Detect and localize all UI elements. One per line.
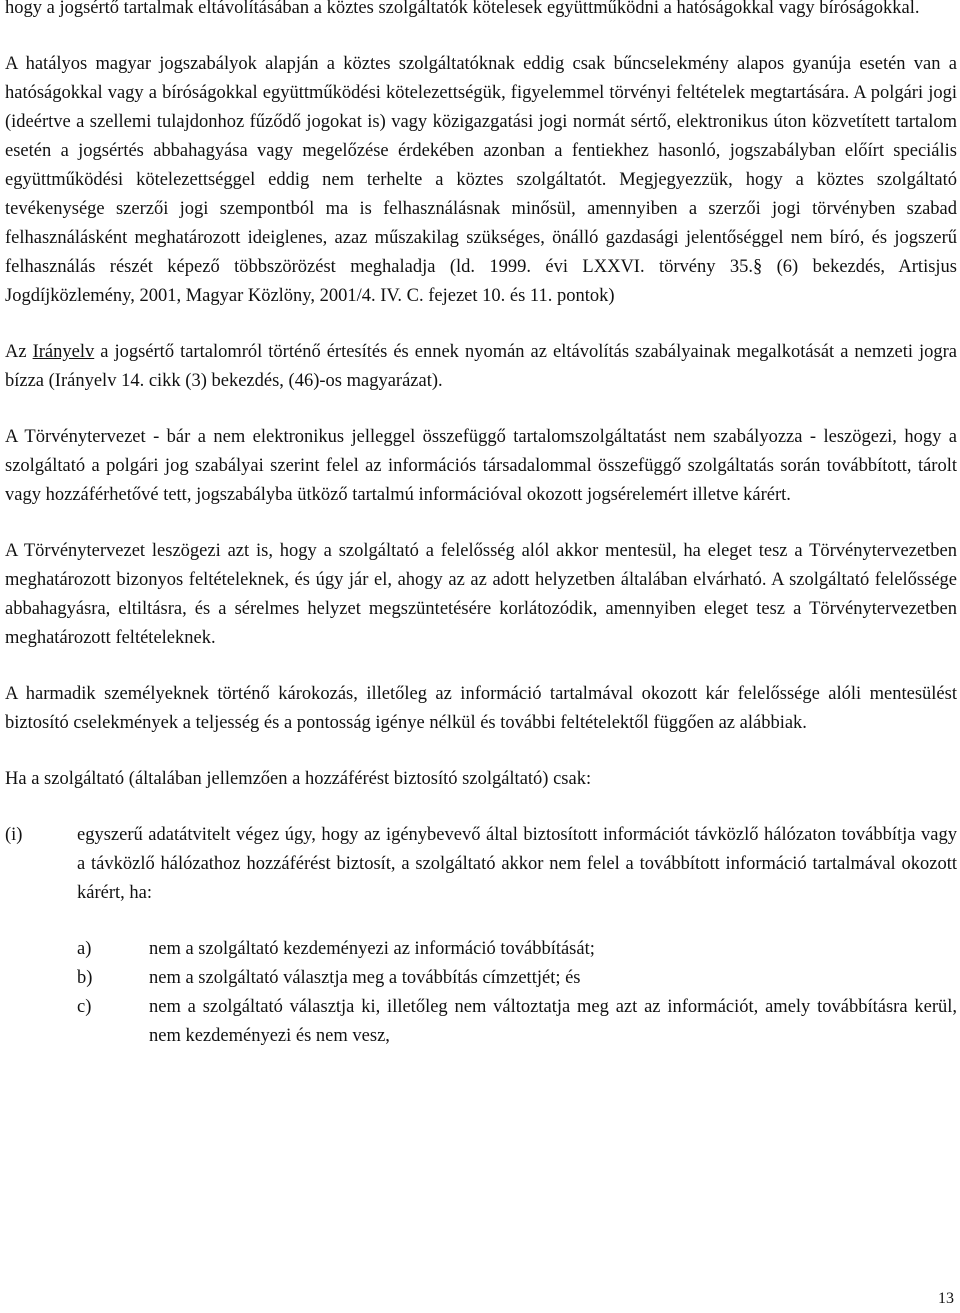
document-page xyxy=(5,0,957,1051)
page-number: 13 xyxy=(938,1290,954,1307)
paragraph-continuation: hogy a jogsértő tartalmak eltávolításában a köztes szolgáltatók kötelesek együttműködni a hatóságokkal vagy bíróságokkal. xyxy=(5,0,920,18)
paragraph-provider-conditions: Ha a szolgáltató (általában jellemzően a hozzáférést biztosító szolgáltató) csak: xyxy=(5,769,592,789)
paragraph-hungarian-law: A hatályos magyar jogszabályok alapján a köztes szolgáltatóknak eddig csak bűncselekmény alapos gyanúja esetén van a hatóságokkal vagy a bíróságokkal együttműködési kötelezettségük, figyelemmel törvényi feltételek megtartására. A polgári jogi (ideértve a szellemi tulajdonhoz fűződő jogokat is) vagy közigazgatási jogi normát sértő, elektronikus úton közvetített tartalom esetén a jogsértés abbahagyása vagy megelőzése érdekében azonban a fentiekhez hasonló, jogszabályban előírt speciális együttműködési kötelezettséggel eddig nem terhelte a köztes szolgáltatót. Megjegyezzük, hogy a köztes szolgáltató tevékenysége szerzői jogi szempontból ma is felhasználásnak minősül, amennyiben a szerzői jogi törvényben szabad felhasználásként meghatározott ideiglenes, azaz műszakilag szükséges, önálló gazdasági jelentőséggel nem bíró, és jogszerű felhasználás részét képező többszörözést meghaladja (ld. 1999. évi LXXVI. törvény 35.§ (6) bekezdés, Artisjus Jogdíjközlemény, 2001, Magyar Közlöny, 2001/4. IV. C. fejezet 10. és 11. pontok) xyxy=(5,54,957,306)
directive-link[interactable]: Irányelv xyxy=(32,342,95,362)
list-item-i xyxy=(5,821,957,908)
sub-item-b xyxy=(5,964,957,993)
sub-marker: b) xyxy=(77,968,93,988)
sub-item-text: nem a szolgáltató választja ki, illetőleg nem változtatja meg azt az információt, amely továbbításra kerül, nem kezdeményezi és nem vesz, xyxy=(149,997,957,1046)
paragraph-draft-law-liability: A Törvénytervezet - bár a nem elektronikus jelleggel összefüggő tartalomszolgáltatást nem szabályozza - leszögezi, hogy a szolgáltató a polgári jog szabályai szerint felel az információs társadalommal összefüggő szolgáltatás során továbbított, tárolt vagy hozzáférhetővé tett, jogszabályba ütköző tartalmú információval okozott jogsérelemért illetve kárért. xyxy=(5,427,957,505)
list-marker: (i) xyxy=(5,825,23,845)
sub-item-c xyxy=(5,993,957,1051)
paragraph-directive xyxy=(5,338,957,396)
sub-item-text: nem a szolgáltató választja meg a továbbítás címzettjét; és xyxy=(149,968,581,988)
directive-text-before: Az xyxy=(5,342,33,362)
sub-item-text: nem a szolgáltató kezdeményezi az információ továbbítását; xyxy=(149,939,595,959)
sub-marker: c) xyxy=(77,997,92,1017)
sub-marker: a) xyxy=(77,939,92,959)
list-item-text: egyszerű adatátvitelt végez úgy, hogy az igénybevevő által biztosított információt távközlő hálózaton továbbítja vagy a távközlő hálózathoz hozzáférést biztosít, a szolgáltató akkor nem felel a továbbított információ tartalmával okozott kárért, ha: xyxy=(77,825,957,903)
sub-item-a xyxy=(5,935,957,964)
paragraph-third-party-damage: A harmadik személyeknek történő károkozás, illetőleg az információ tartalmával okozott kár felelőssége alóli mentesülést biztosító cselekmények a teljesség és a pontosság igénye nélkül és további feltételektől függően az alábbiak. xyxy=(5,684,957,733)
directive-text-after: a jogsértő tartalomról történő értesítés és ennek nyomán az eltávolítás szabályainak megalkotását a nemzeti jogra bízza (Irányelv 14. cikk (3) bekezdés, (46)-os magyarázat). xyxy=(5,342,957,391)
paragraph-draft-law-exemption: A Törvénytervezet leszögezi azt is, hogy a szolgáltató a felelősség alól akkor mentesül, ha eleget tesz a Törvénytervezetben meghatározott bizonyos feltételeknek, és úgy jár el, ahogy az az adott helyzetben általában elvárható. A szolgáltató felelőssége abbahagyásra, eltiltásra, és a sérelmes helyzet megszüntetésére korlátozódik, amennyiben eleget tesz a Törvénytervezetben meghatározott feltételeknek. xyxy=(5,541,957,648)
